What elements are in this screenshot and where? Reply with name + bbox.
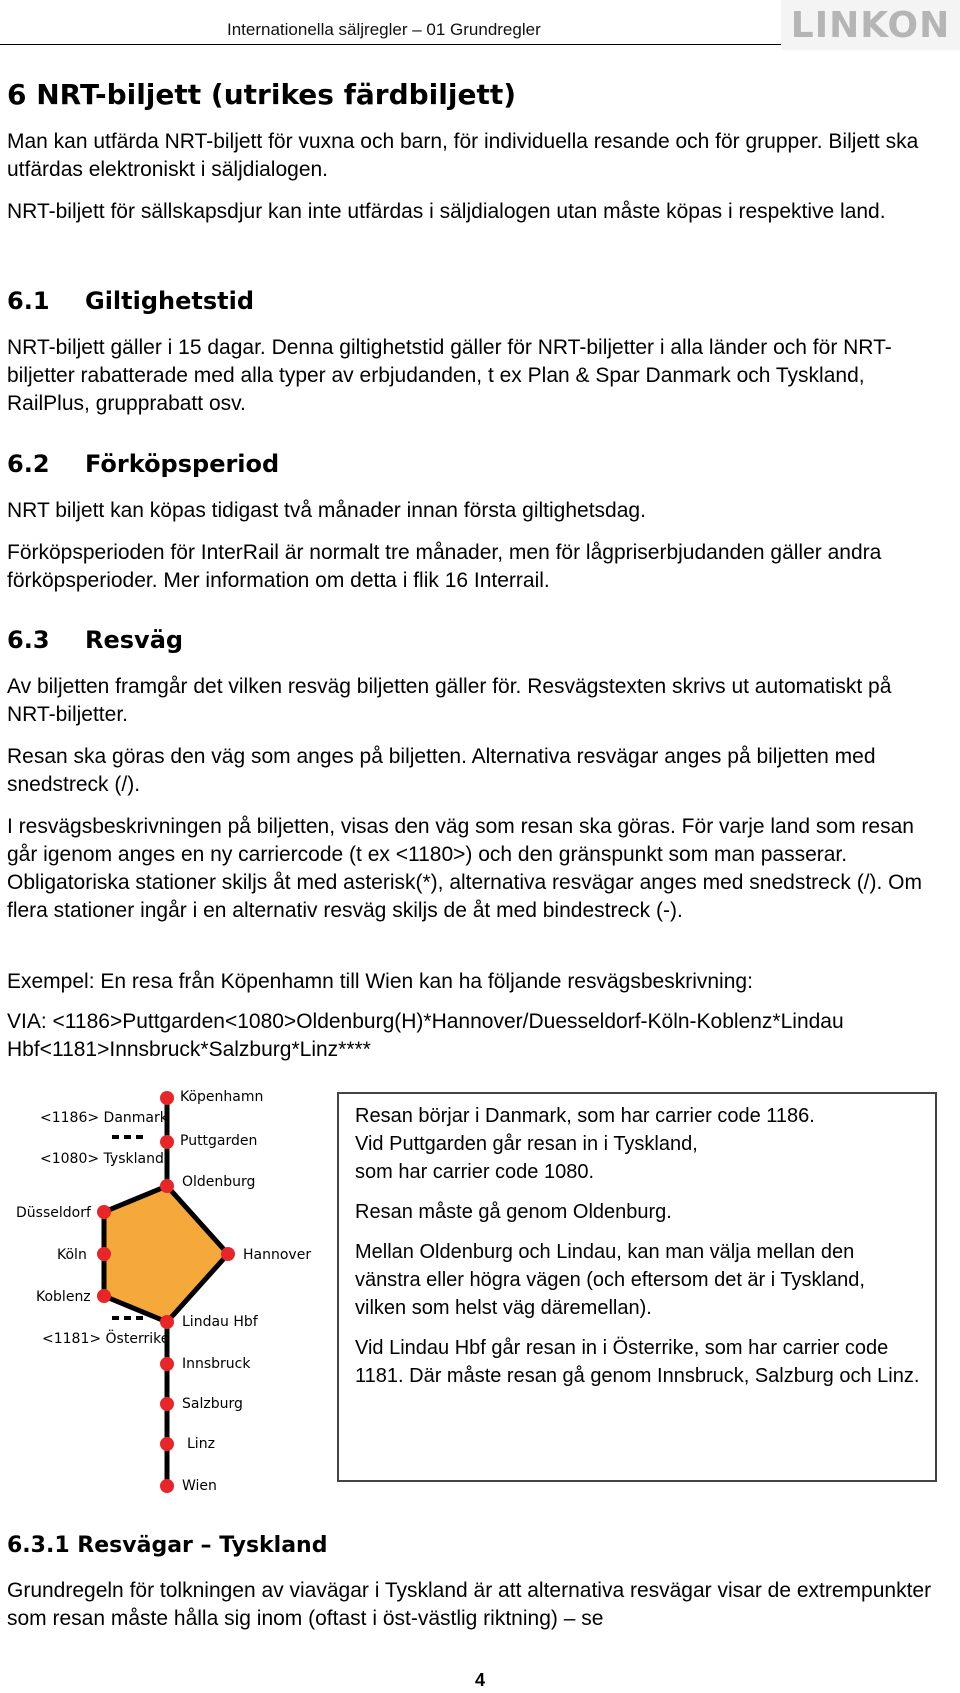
route-description: VIA: <1186>Puttgarden<1080>Oldenburg(H)*Hannover/Duesseldorf-Köln-Koblenz*Lindau Hbf<1181>Innsbruck*Salzburg*Linz**** bbox=[7, 1010, 844, 1061]
station-oldenburg bbox=[160, 1179, 174, 1193]
carrier-label-tyskland: <1080> Tyskland bbox=[40, 1151, 164, 1167]
linkon-logo bbox=[781, 0, 960, 50]
explanation-paragraph-3: Mellan Oldenburg och Lindau, kan man välja mellan den vänstra eller högra vägen (och eftersom det är i Tyskland, vilken som helst väg däremellan). bbox=[355, 1241, 865, 1319]
alternative-route-area bbox=[104, 1186, 228, 1322]
station-wien bbox=[160, 1479, 174, 1493]
section-6-paragraph-2: NRT-biljett för sällskapsdjur kan inte utfärdas i säljdialogen utan måste köpas i respektive land. bbox=[7, 200, 886, 223]
station-koblenz bbox=[97, 1289, 111, 1303]
station-label-hannover: Hannover bbox=[243, 1247, 312, 1263]
page-number: 4 bbox=[474, 1670, 485, 1690]
station-label-lindau: Lindau Hbf bbox=[182, 1314, 258, 1330]
page-header bbox=[0, 0, 960, 46]
section-6-2-heading bbox=[7, 450, 279, 478]
station-label-puttgarden: Puttgarden bbox=[180, 1133, 258, 1149]
station-label-oldenburg: Oldenburg bbox=[182, 1174, 256, 1190]
station-hannover bbox=[221, 1247, 235, 1261]
station-kopenhamn bbox=[160, 1091, 174, 1105]
carrier-label-osterrike: <1181> Österrike bbox=[42, 1331, 170, 1347]
station-salzburg bbox=[160, 1397, 174, 1411]
explanation-line: som har carrier code 1080. bbox=[355, 1161, 595, 1183]
section-number: 6.1 bbox=[7, 287, 50, 315]
section-title: Förköpsperiod bbox=[85, 450, 280, 478]
section-6-heading: 6 NRT-biljett (utrikes färdbiljett) bbox=[7, 78, 517, 111]
carrier-label-danmark: <1186> Danmark bbox=[40, 1110, 168, 1126]
section-6-3-paragraph-3: I resvägsbeskrivningen på biljetten, visas den väg som resan ska göras. För varje land som resan går igenom anges en ny carriercode (t ex <1180>) och den gränspunkt som man passerar. Obligatoriska stationer skiljs åt med asterisk(*), alternativa resvägar anges med snedstreck (/). Om flera stationer ingår i en alternativ resväg skiljs de åt med bindestreck (-). bbox=[7, 815, 923, 922]
station-innsbruck bbox=[160, 1357, 174, 1371]
station-label-innsbruck: Innsbruck bbox=[182, 1356, 251, 1372]
section-6-3-heading bbox=[7, 626, 183, 654]
route-diagram-svg bbox=[0, 1082, 330, 1502]
station-label-linz: Linz bbox=[187, 1436, 215, 1452]
explanation-paragraph-2: Resan måste gå genom Oldenburg. bbox=[355, 1201, 672, 1223]
station-label-koln: Köln bbox=[57, 1247, 87, 1263]
explanation-paragraph-1 bbox=[355, 1102, 921, 1186]
section-6-2-paragraph-1: NRT biljett kan köpas tidigast två månader innan första giltighetsdag. bbox=[7, 499, 646, 522]
route-diagram bbox=[0, 1082, 330, 1502]
section-number: 6.3 bbox=[7, 626, 50, 654]
section-6-3-paragraph-2: Resan ska göras den väg som anges på biljetten. Alternativa resvägar anges på biljetten med snedstreck (/). bbox=[7, 745, 876, 796]
station-puttgarden bbox=[160, 1135, 174, 1149]
logo-text: LINKON bbox=[790, 4, 951, 46]
station-label-koblenz: Koblenz bbox=[36, 1289, 91, 1305]
station-lindau bbox=[160, 1315, 174, 1329]
header-title: Internationella säljregler – 01 Grundregler bbox=[227, 20, 541, 39]
station-koln bbox=[97, 1247, 111, 1261]
section-6-3-1-heading: 6.3.1 Resvägar – Tyskland bbox=[7, 1533, 328, 1558]
station-dusseldorf bbox=[97, 1205, 111, 1219]
station-linz bbox=[160, 1437, 174, 1451]
section-6-3-paragraph-1: Av biljetten framgår det vilken resväg biljetten gäller för. Resvägstexten skrivs ut automatiskt på NRT-biljetter. bbox=[7, 675, 892, 726]
section-6-1-paragraph-1: NRT-biljett gäller i 15 dagar. Denna giltighetstid gäller för NRT-biljetter i alla länder och för NRT-biljetter rabatterade med alla typer av erbjudanden, t ex Plan & Spar Danmark och Tyskland, RailPlus, grupprabatt osv. bbox=[7, 336, 892, 415]
station-label-wien: Wien bbox=[182, 1478, 217, 1494]
station-label-kopenhamn: Köpenhamn bbox=[180, 1089, 264, 1105]
section-6-paragraph-1: Man kan utfärda NRT-biljett för vuxna och barn, för individuella resande och för grupper. Biljett ska utfärdas elektroniskt i säljdialogen. bbox=[7, 130, 919, 181]
station-label-dusseldorf: Düsseldorf bbox=[16, 1205, 91, 1221]
section-number: 6.2 bbox=[7, 450, 50, 478]
station-label-salzburg: Salzburg bbox=[182, 1396, 243, 1412]
section-6-2-paragraph-2: Förköpsperioden för InterRail är normalt tre månader, men för lågpriserbjudanden gäller andra förköpsperioder. Mer information om detta i flik 16 Interrail. bbox=[7, 541, 882, 592]
section-title: Giltighetstid bbox=[85, 287, 255, 315]
section-title: Resväg bbox=[85, 626, 184, 654]
explanation-line: Vid Puttgarden går resan in i Tyskland, bbox=[355, 1133, 698, 1155]
section-6-3-1-paragraph-1: Grundregeln för tolkningen av viavägar i Tyskland är att alternativa resvägar visar de extrempunkter som resan måste hålla sig inom (oftast i öst-västlig riktning) – se bbox=[7, 1579, 932, 1630]
section-6-1-heading bbox=[7, 287, 254, 315]
diagram-explanation-box bbox=[337, 1092, 937, 1482]
explanation-paragraph-4: Vid Lindau Hbf går resan in i Österrike, som har carrier code 1181. Där måste resan gå genom Innsbruck, Salzburg och Linz. bbox=[355, 1337, 920, 1387]
section-6-3-paragraph-4: Exempel: En resa från Köpenhamn till Wien kan ha följande resvägsbeskrivning: bbox=[7, 970, 753, 993]
explanation-line: Resan börjar i Danmark, som har carrier code 1186. bbox=[355, 1105, 815, 1127]
